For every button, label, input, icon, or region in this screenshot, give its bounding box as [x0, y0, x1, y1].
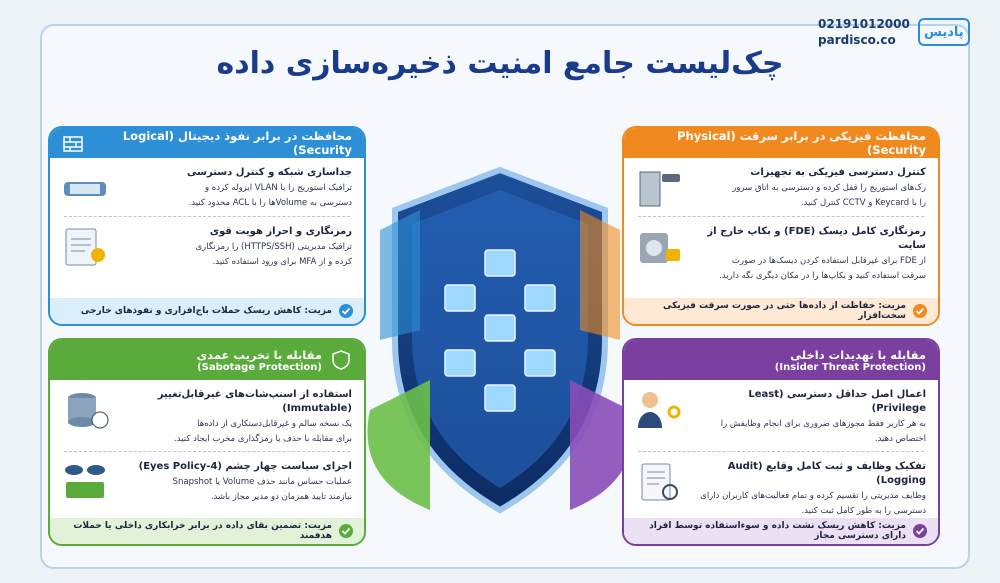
item-title: استفاده از اسنپ‌شات‌های غیرقابل‌تغییر	[157, 389, 352, 400]
brand-logo[interactable]: پادیس	[918, 18, 970, 46]
benefit-bar	[624, 518, 938, 544]
item-desc: نیازمند تایید همزمان دو مدیر مجاز باشد.	[210, 491, 352, 502]
item-desc: به هر کاربر فقط مجوزهای ضروری برای انجام وظایفش را	[720, 419, 926, 429]
benefit-text: مزیت: کاهش ریسک حملات باج‌افزاری و نفوذهای خارجی	[80, 306, 332, 316]
panel-physical-header	[624, 128, 938, 158]
benefit-bar	[50, 518, 364, 544]
brand-contact	[818, 16, 910, 48]
brand-phone[interactable]: 02191012000	[818, 17, 910, 31]
panel-sabotage-subtitle: (Sabotage Protection)	[197, 361, 322, 373]
item-physical-access	[624, 158, 938, 216]
panel-physical-title: محافظت فیزیکی در برابر سرقت (Physical Security)	[677, 129, 926, 157]
item-four-eyes-policy	[50, 452, 364, 510]
item-desc: یک نسخه سالم و غیرقابل‌دستکاری از داده‌ها	[197, 419, 352, 429]
cctv-door-icon	[634, 166, 684, 210]
brand-site[interactable]: pardisco.co	[818, 33, 896, 47]
item-encryption-auth	[50, 217, 364, 275]
item-title: اجرای سیاست چهار چشم (4-Eyes Policy)	[138, 461, 352, 472]
shield-server-illustration	[350, 150, 650, 550]
item-desc: دسترسی را به طور کامل ثبت کنید.	[801, 505, 926, 516]
item-audit-logging	[624, 452, 938, 523]
item-desc: از FDE برای غیرقابل استفاده کردن دیسک‌ها در صورت	[731, 256, 926, 266]
item-network-isolation	[50, 158, 364, 216]
item-least-privilege	[624, 380, 938, 451]
check-icon	[912, 303, 928, 319]
benefit-text: مزیت: کاهش ریسک نشت داده و سوءاستفاده توسط افراد دارای دسترسی مجاز	[649, 521, 906, 541]
item-desc: برای مقابله با حذف یا رمزگذاری مخرب ایجاد کنید.	[174, 433, 352, 444]
item-title: رمزنگاری و احراز هویت قوی	[209, 226, 352, 237]
item-desc: دسترسی به Volumeها را با ACL محدود کنید.	[188, 197, 352, 208]
item-title: اعمال اصل حداقل دسترسی (Least Privilege)	[748, 389, 926, 414]
benefit-bar	[624, 298, 938, 324]
vlan-pipe-icon	[60, 166, 110, 210]
item-desc: رک‌های استوریج را قفل کرده و دسترسی به اتاق سرور	[732, 183, 926, 193]
panel-logical-header	[50, 128, 364, 158]
panel-logical-title: محافظت در برابر نفوذ دیجیتال (Logical Security)	[122, 129, 352, 157]
panel-sabotage-title: مقابله با تخریب عمدی	[196, 347, 322, 362]
database-clock-icon	[60, 388, 110, 432]
benefit-bar	[50, 298, 364, 324]
certificate-icon	[60, 225, 110, 269]
panel-logical-security	[48, 126, 366, 326]
panel-physical-security	[622, 126, 940, 326]
eyes-keyboard-icon	[60, 460, 110, 504]
item-disk-encryption	[624, 217, 938, 288]
benefit-text: مزیت: حفاظت از داده‌ها حتی در صورت سرقت فیزیکی سخت‌افزار	[663, 301, 906, 321]
item-title-2: (Immutable)	[282, 403, 352, 414]
item-immutable-snapshots	[50, 380, 364, 451]
shield-icon	[330, 349, 352, 371]
item-desc: را با Keycard و CCTV کنترل کنید.	[800, 197, 926, 208]
item-title: جداسازی شبکه و کنترل دسترسی	[187, 167, 352, 178]
firewall-icon	[62, 132, 84, 154]
audit-document-icon	[634, 460, 684, 504]
check-icon	[338, 523, 354, 539]
panel-insider-title: مقابله با تهدیدات داخلی	[790, 347, 926, 362]
benefit-text: مزیت: تضمین بقای داده در برابر خرابکاری داخلی یا حملات هدفمند	[73, 521, 332, 541]
check-icon	[912, 523, 928, 539]
page-title: چک‌لیست جامع امنیت ذخیره‌سازی داده	[216, 46, 784, 81]
item-desc: ترافیک مدیریتی (HTTPS/SSH) را رمزنگاری	[195, 242, 352, 252]
item-desc: اختصاص دهید.	[874, 433, 926, 444]
item-title: رمزنگاری کامل دیسک (FDE) و بکاپ خارج از سایت	[707, 226, 926, 251]
check-icon	[338, 303, 354, 319]
item-desc: عملیات حساس مانند حذف Volume یا Snapshot	[172, 477, 352, 487]
item-desc: کرده و از MFA برای ورود استفاده کنید.	[212, 256, 352, 267]
panel-insider-header	[624, 340, 938, 380]
panel-sabotage-header	[50, 340, 364, 380]
panel-sabotage-protection	[48, 338, 366, 546]
disk-lock-icon	[634, 225, 684, 269]
item-desc: ترافیک استوریج را با VLAN ایزوله کرده و	[204, 183, 352, 193]
panel-insider-subtitle: (Insider Threat Protection)	[774, 361, 926, 373]
user-key-icon	[634, 388, 684, 432]
item-desc: وظایف مدیریتی را تقسیم کرده و تمام فعالیت‌های کاربران دارای	[700, 491, 926, 501]
item-title: کنترل دسترسی فیزیکی به تجهیزات	[750, 167, 926, 178]
panel-insider-threat	[622, 338, 940, 546]
item-title: تفکیک وظایف و ثبت کامل وقایع (Audit Logging)	[727, 461, 926, 486]
item-desc: سرقت استفاده کنید و بکاپ‌ها را در مکان دیگری نگه دارید.	[719, 270, 926, 281]
